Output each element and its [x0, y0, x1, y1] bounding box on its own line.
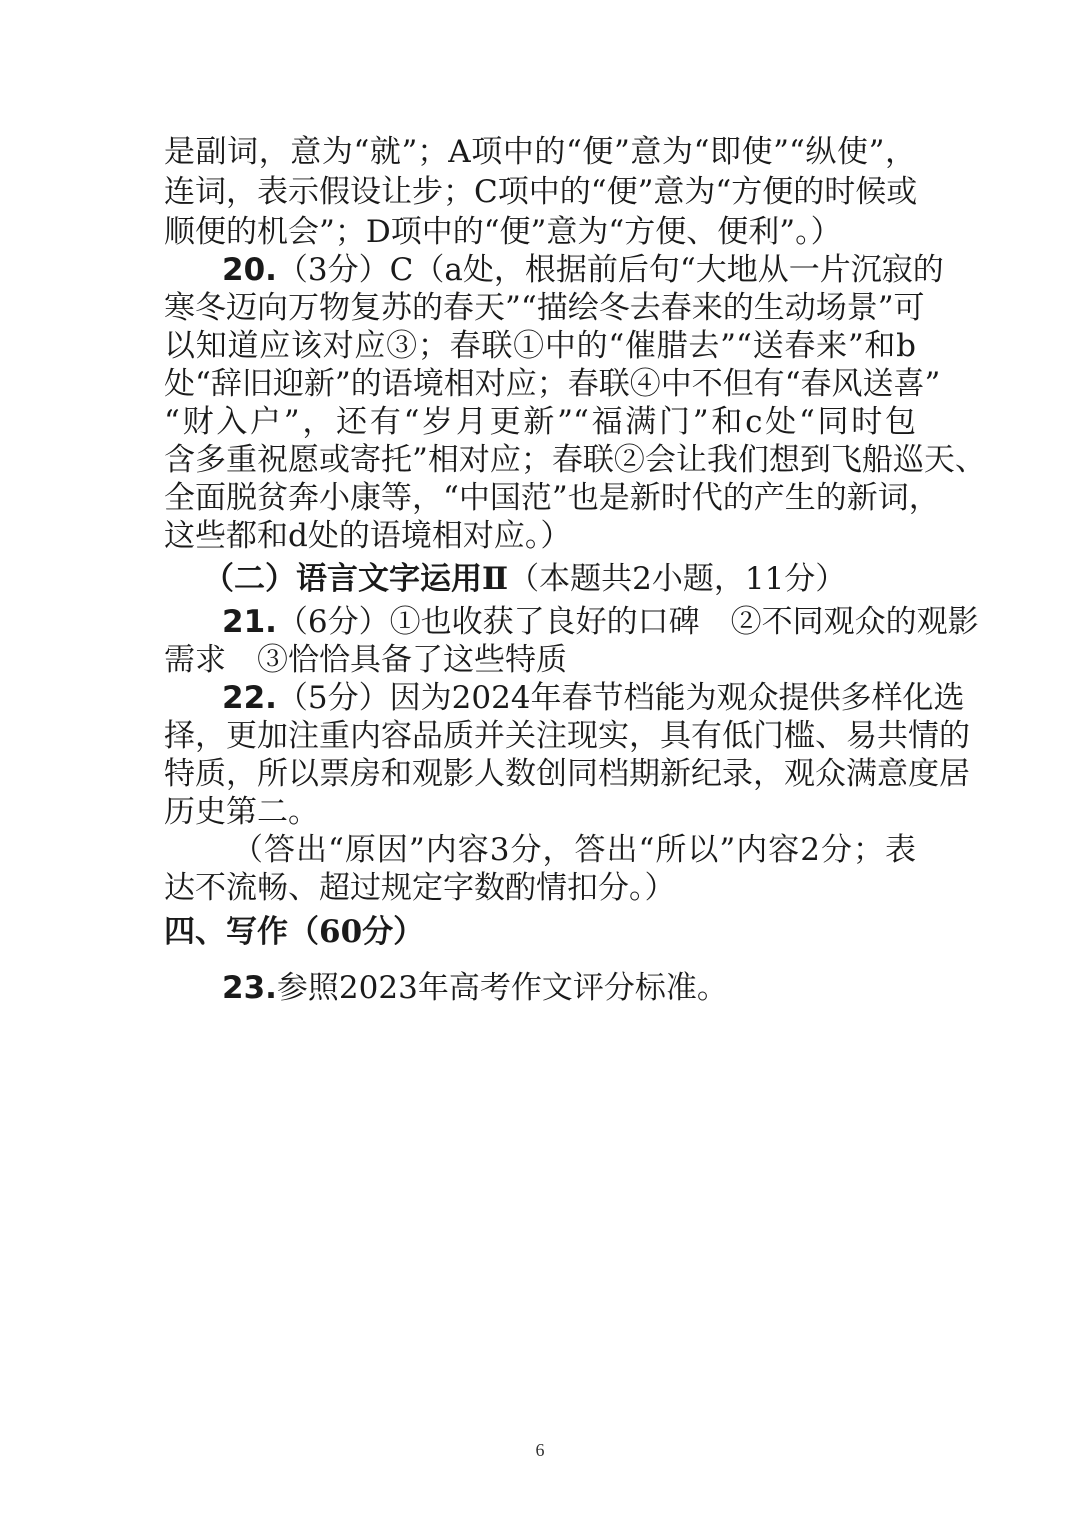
text-line: 寒冬迈向万物复苏的春天”“描绘冬去春来的生动场景”可	[164, 290, 925, 326]
text-line: 是副词，意为“就”；A项中的“便”意为“即使”“纵使”，	[164, 134, 916, 170]
text-line: 这些都和d处的语境相对应。）	[164, 518, 572, 554]
text-line: 特质，所以票房和观影人数创同档期新纪录，观众满意度居	[164, 756, 970, 792]
text-line: 含多重祝愿或寄托”相对应；春联②会让我们想到飞船巡天、	[164, 442, 986, 478]
text-line: 达不流畅、超过规定字数酌情扣分。）	[164, 870, 676, 906]
text-line: 全面脱贫奔小康等，“中国范”也是新时代的产生的新词，	[164, 480, 940, 516]
question-number: 20.	[222, 252, 277, 288]
question-23-line: 23.参照2023年高考作文评分标准。	[222, 970, 728, 1006]
question-number: 23.	[222, 970, 277, 1006]
text-line: 以知道应该对应③；春联①中的“催腊去”“送春来”和b	[164, 328, 916, 364]
section-heading: （二）语言文字运用Ⅱ（本题共2小题，11分）	[203, 561, 847, 597]
question-number: 22.	[222, 680, 277, 716]
text-line: 择，更加注重内容品质并关注现实，具有低门槛、易共情的	[164, 718, 970, 754]
text-line: 需求 ③恰恰具备了这些特质	[164, 642, 567, 678]
text-line: 历史第二。	[164, 794, 319, 830]
text-line: （答出“原因”内容3分，答出“所以”内容2分；表	[232, 832, 916, 868]
text-line: 连词，表示假设让步；C项中的“便”意为“方便的时候或	[164, 174, 918, 210]
page-number: 6	[535, 1440, 545, 1460]
question-22-line: 22.（5分）因为2024年春节档能为观众提供多样化选	[222, 680, 965, 716]
question-number: 21.	[222, 604, 277, 640]
question-21-line: 21.（6分）①也收获了良好的口碑 ②不同观众的观影	[222, 604, 979, 640]
text-line: 顺便的机会”；D项中的“便”意为“方便、便利”。）	[164, 214, 842, 250]
text-line: 处“辞旧迎新”的语境相对应；春联④中不但有“春风送喜”	[164, 366, 941, 402]
text-line: “财入户”，还有“岁月更新”“福满门”和c处“同时包	[164, 404, 917, 440]
question-20-line: 20.（3分）C（a处，根据前后句“大地从一片沉寂的	[222, 252, 944, 288]
section-heading: 四、写作（60分）	[164, 914, 425, 950]
